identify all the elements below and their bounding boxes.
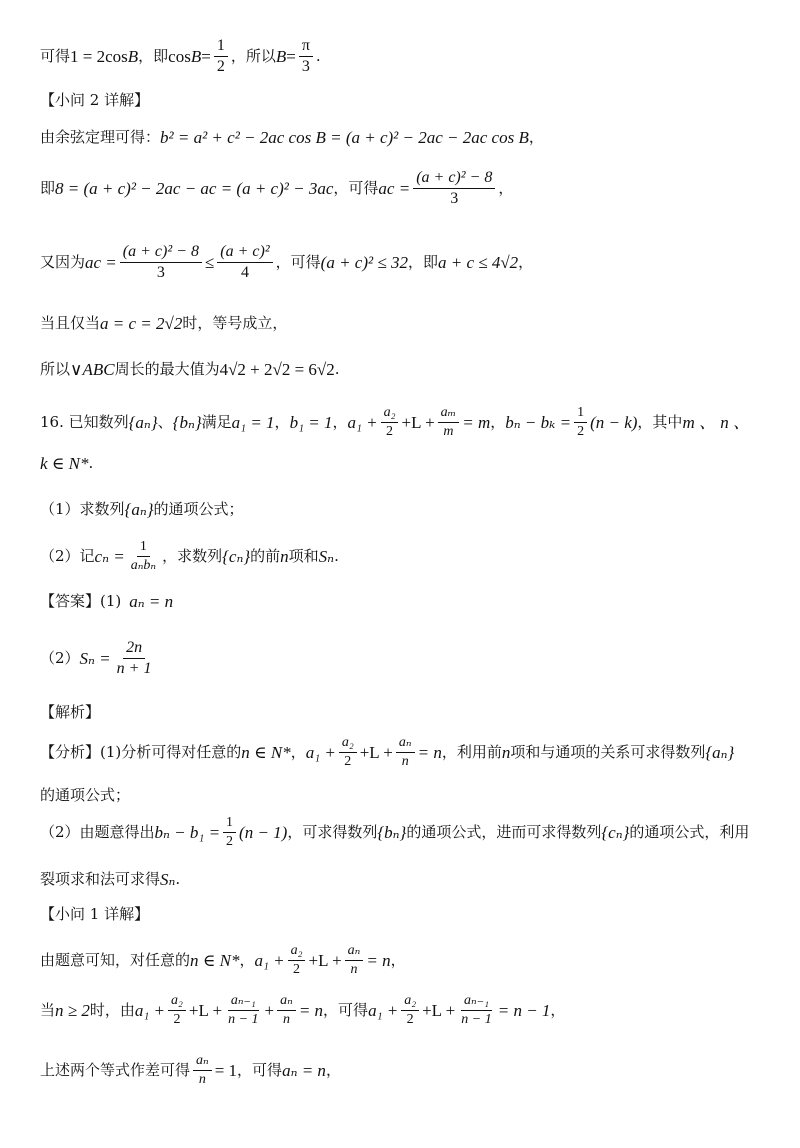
text: 上述两个等式作差可得 [40,1060,191,1079]
math-var: B [275,46,287,66]
line-15 [40,728,770,776]
fraction: $\frac{\text{aₙ₋₁}}{n - 1}$ [228,992,259,1027]
math: a₁ + [134,1000,166,1020]
fraction: $\frac{\text{(a + c)² − 8}}{3}$ [413,170,495,207]
math: ac = [85,252,117,272]
math: 8 = (a + c)² − 2ac − ac = (a + c)² − 3ac [55,178,334,198]
math: 4√2 + 2√2 = 6√2 [219,359,335,379]
text: ，可得 [333,178,379,197]
fraction: $\frac{\text{a₂}}{2}$ [288,944,306,977]
text: ， [290,742,306,761]
math: +L + [308,950,342,970]
text: ， [528,127,544,146]
text: ，可求得数列 [287,822,378,841]
text: ，即 [138,46,169,65]
math: (a + c)² ≤ 32 [320,252,408,272]
label: 【解析】 [40,702,101,721]
math: = n − 1 [497,1000,551,1020]
text: . [315,46,321,65]
text: 当且仅当 [40,313,101,332]
math: m 、 n 、 [682,412,750,432]
fraction: $\frac{\text{aₘ}}{m}$ [438,406,460,439]
text: 时，由 [89,1000,135,1019]
line-9 [40,450,770,476]
fraction: $\frac{1}{2}$ [223,816,236,849]
text: 的通项公式，利用 [629,822,750,841]
text: 由余弦定理可得： [40,127,161,146]
answer-1 [40,588,770,614]
text: 的前 [250,546,281,565]
text: （2）记 [40,546,95,565]
fraction: $\frac{\pi}{3}$ [299,38,313,75]
fraction: $\frac{\text{(a + c)² − 8}}{3}$ [120,244,202,281]
math: a₁ + [347,412,378,432]
line-7 [40,356,770,382]
math: n ∈ N* [241,742,291,762]
text: . [334,359,340,378]
line-16 [40,784,770,806]
text: 、 [157,412,173,431]
math: a₁ + [305,742,336,762]
math: = n [417,742,442,762]
math: b₁ = 1 [289,412,333,432]
text: 的通项公式，进而可求得数列 [406,822,602,841]
line-1 [40,34,770,78]
math: (n − k) [590,412,638,432]
math: {cₙ} [222,546,251,566]
text: 又因为 [40,252,86,271]
text: 【答案】(1) [40,591,122,610]
math: ∨ABC [70,359,115,379]
label: 【小问 1 详解】 [40,904,150,923]
math: {cₙ} [601,822,630,842]
math: = [201,46,211,66]
text: ，求数列 [162,546,223,565]
math: +L + [422,1000,456,1020]
math: a = c = 2√2 [100,313,183,333]
math: bₙ − b₁ = [154,822,221,842]
text: ，即 [407,252,438,271]
text: ，所以 [230,46,276,65]
text: . [175,869,181,888]
math: = n [298,1000,324,1020]
text: ， [239,950,255,969]
math: k ∈ N* [40,453,89,473]
math: n [280,546,289,566]
text: 项和与通项的关系可求得数列 [510,742,706,761]
fraction: $\frac{\text{aₙ}}{n}$ [193,1054,212,1087]
math: cₙ = [94,546,125,566]
line-21 [40,986,770,1034]
line-18 [40,866,770,892]
math-var: B [127,46,139,66]
math: n ∈ N* [190,950,240,970]
math: +L + [359,742,393,762]
text: 16. 已知数列 [40,412,129,431]
math: a₁ = 1 [231,412,275,432]
math: aₙ = n [282,1060,326,1080]
text: ，其中 [637,412,683,431]
fraction: $\frac{\text{(a + c)²}}{4}$ [217,244,272,281]
fraction: $\frac{\text{a₂}}{2}$ [339,736,357,769]
text: ，可得 [237,1060,283,1079]
math: {aₙ} [705,742,735,762]
fraction: $\frac{\text{aₙ}}{n}$ [345,944,364,977]
text: ， [325,1060,341,1079]
math: aₙ = n [129,591,174,611]
line-4 [40,164,770,212]
line-3 [40,124,770,150]
math: b² = a² + c² − 2ac cos B = (a + c)² − 2ac − 2ac cos B [160,127,529,147]
text: ， [518,252,534,271]
fraction: $\frac{\text{aₙ₋₁}}{n - 1}$ [461,992,492,1027]
text: 裂项求和法可求得 [40,869,161,888]
math-var: B [190,46,202,66]
text: ， [550,1000,566,1019]
math: n [501,742,511,762]
line-10 [40,496,770,522]
math: + [264,1000,275,1020]
math: a₁ + [368,1000,399,1020]
text: 即 [40,178,56,197]
text: （2） [40,648,80,667]
math: Sₙ [318,546,335,566]
line-20 [40,936,770,984]
text: ，可得 [323,1000,369,1019]
line-22 [40,1046,770,1094]
text: ， [390,950,406,969]
text: （1）求数列 [40,499,125,518]
text: ， [490,412,506,431]
text: 周长的最大值为 [114,359,220,378]
text: 时，等号成立， [182,313,288,332]
text: 所以 [40,359,71,378]
math: 1 = 2cos [70,46,128,66]
text: ，可得 [275,252,321,271]
section-label [40,90,770,110]
line-6 [40,310,770,336]
text: 项和 [288,546,319,565]
math: (n − 1) [239,822,288,842]
math: +L + [188,1000,223,1020]
math: = 1 [214,1060,238,1080]
subq1-label [40,904,770,924]
text: 可得 [40,46,71,65]
math: bₙ − bₖ = [505,412,572,432]
math: a + c ≤ 4√2 [437,252,519,272]
text: . [88,453,94,472]
math: ac = [378,178,411,198]
math: n ≥ 2 [55,1000,90,1020]
text: 当 [40,1000,56,1019]
text: 【分析】(1)分析可得对任意的 [40,742,242,761]
fraction: $\frac{\text{a₂}}{2}$ [401,994,419,1027]
math: = [286,46,296,66]
text: 满足 [201,412,232,431]
fraction: $\frac{\text{aₙ}}{n}$ [396,736,415,769]
math: {aₙ} [128,412,158,432]
label: 【小问 2 详解】 [40,90,150,109]
fraction: $\frac{1}{2}$ [574,406,587,439]
math: +L + [401,412,435,432]
text: ， [332,412,348,431]
math: Sₙ [160,869,176,889]
problem-16 [40,398,770,446]
math: cos [168,46,191,66]
text: ， [498,178,514,197]
fraction: $\frac{\text{a₂}}{2}$ [168,994,186,1027]
text: （2）由题意得出 [40,822,155,841]
text: ，利用前 [441,742,502,761]
line-11 [40,532,770,580]
math: = n [366,950,391,970]
line-17 [40,808,770,856]
text: 的通项公式； [40,785,131,804]
math: {bₙ} [172,412,202,432]
math: a₁ + [254,950,285,970]
math: {bₙ} [377,822,407,842]
text: 由题意可知，对任意的 [40,950,191,969]
math: ≤ [204,252,215,272]
text: ， [274,412,290,431]
text: . [334,546,339,565]
fraction: $\frac{1}{2}$ [214,38,228,75]
math: {aₙ} [124,499,154,519]
math: Sₙ = [79,648,111,668]
analysis-label [40,702,770,722]
math: = m [462,412,491,432]
fraction: $\frac{\text{a₂}}{2}$ [381,406,399,439]
text: 的通项公式； [153,499,244,518]
fraction: $\frac{2n}{n + 1}$ [116,638,152,677]
answer-2 [40,636,770,680]
fraction: $\frac{\text{aₙ}}{n}$ [277,994,296,1027]
line-5 [40,238,770,286]
fraction: $\frac{1}{\text{aₙbₙ}}$ [130,538,157,573]
